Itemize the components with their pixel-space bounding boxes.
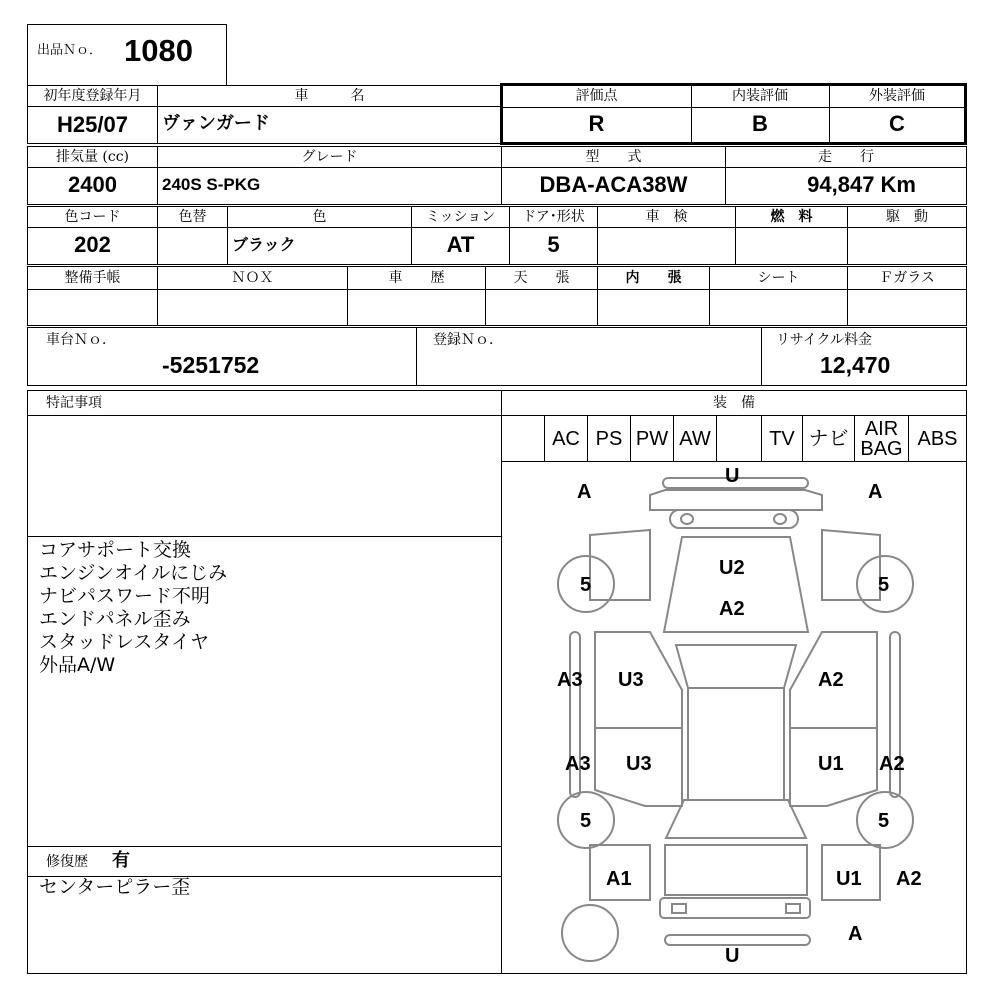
model: DBA-ACA38W — [501, 167, 726, 205]
mileage-label: 走 行 — [725, 146, 967, 168]
maintenance-label: 整備手帳 — [27, 266, 158, 290]
mark-right-rear-door-b: A2 — [879, 753, 905, 775]
nox-value — [157, 289, 348, 326]
seat-value — [709, 289, 848, 326]
mark-tire-rl: 5 — [580, 810, 592, 832]
mark-tire-fr: 5 — [878, 574, 890, 596]
car-name-label: 車 名 — [157, 85, 502, 107]
equipment-blank-2 — [717, 416, 762, 461]
doors: 5 — [509, 227, 598, 265]
recycle-label: リサイクル料金 — [776, 332, 873, 348]
repair-note: センターピラー歪 — [39, 876, 191, 898]
roof-value — [485, 289, 598, 326]
equipment-abs: ABS — [917, 427, 958, 450]
lot-number-box — [27, 24, 227, 85]
remark-item: スタッドレスタイヤ — [39, 631, 210, 653]
seat-label: シート — [709, 266, 848, 290]
recycle-cell — [761, 327, 967, 386]
mark-left-quarter: A1 — [606, 868, 632, 890]
mark-front-left: A — [577, 481, 592, 503]
score-label: 評価点 — [502, 86, 692, 108]
color-code-label: 色コード — [27, 206, 158, 228]
car-name: ヴァンガード — [157, 106, 502, 144]
remark-item: コアサポート交換 — [39, 539, 192, 561]
equipment-aw: AW — [674, 416, 717, 461]
color-change-label: 色替 — [157, 206, 228, 228]
mark-right-front-door: A2 — [818, 669, 844, 691]
mark-left-rear-door-a: A3 — [565, 753, 591, 775]
color-code: 202 — [27, 227, 158, 265]
lining-value — [597, 289, 710, 326]
nox-label: ＮＯＸ — [157, 266, 348, 290]
color: ブラック — [227, 227, 412, 265]
repair-label: 修復歴 — [46, 854, 88, 870]
repair-divider — [27, 846, 502, 847]
lining-label: 内 張 — [597, 266, 710, 290]
mark-right-quarter-b: A2 — [896, 868, 922, 890]
fuel-label: 燃 料 — [735, 206, 848, 228]
chassis-label: 車台Ｎｏ． — [46, 332, 116, 348]
mark-hood-top: U2 — [719, 557, 745, 579]
mark-right-quarter-a: U1 — [836, 868, 862, 890]
remark-item: エンジンオイルにじみ — [39, 562, 228, 584]
score: R — [502, 107, 692, 143]
displacement: 2400 — [27, 167, 158, 205]
history-label: 車 歴 — [347, 266, 486, 290]
mileage: 94,847 Km — [725, 167, 967, 205]
drive-label: 駆 動 — [847, 206, 967, 228]
reg-year-label: 初年度登録年月 — [27, 85, 158, 107]
exterior-label: 外装評価 — [829, 86, 965, 108]
color-label: 色 — [227, 206, 412, 228]
remarks-divider — [27, 415, 502, 416]
remarks-divider-2 — [27, 536, 502, 537]
lot-number: 1080 — [124, 33, 193, 68]
mark-front-bumper: U — [725, 465, 740, 487]
color-change — [157, 227, 228, 265]
equipment-navi: ナビ — [803, 416, 855, 461]
transmission: AT — [411, 227, 510, 265]
fuel — [735, 227, 848, 265]
mark-left-rear-door-b: U3 — [626, 753, 652, 775]
recycle-fee: 12,470 — [820, 352, 891, 378]
equipment-tv: TV — [762, 416, 803, 461]
equipment-divider-2 — [501, 461, 967, 462]
glass-label: Ｆガラス — [847, 266, 967, 290]
remark-item: ナビパスワード不明 — [39, 585, 211, 607]
inspection-label: 車 検 — [597, 206, 736, 228]
mark-left-front-door-b: U3 — [618, 669, 644, 691]
repair-value: 有 — [112, 850, 130, 871]
inspection — [597, 227, 736, 265]
mark-tire-rr: 5 — [878, 810, 890, 832]
mark-tire-fl: 5 — [580, 574, 592, 596]
mark-front-right: A — [868, 481, 883, 503]
mark-rear-bumper: U — [725, 945, 740, 967]
interior-rating: B — [691, 107, 830, 143]
doors-label: ドア･形状 — [509, 206, 598, 228]
reg-year: H25/07 — [27, 106, 158, 144]
mark-right-rear-door-a: U1 — [818, 753, 844, 775]
mark-rear-right: A — [848, 923, 863, 945]
history-value — [347, 289, 486, 326]
maintenance-value — [27, 289, 158, 326]
grade-label: グレード — [157, 146, 502, 168]
transmission-label: ミッション — [411, 206, 510, 228]
chassis-number: -5251752 — [162, 352, 260, 378]
equipment-pw: PW — [631, 416, 674, 461]
model-label: 型 式 — [501, 146, 726, 168]
roof-label: 天 張 — [485, 266, 598, 290]
equipment-label: 装 備 — [713, 395, 755, 411]
remarks-list — [39, 539, 227, 677]
grade: 240S S-PKG — [157, 167, 502, 205]
remarks-label: 特記事項 — [46, 395, 102, 411]
equipment-ac: AC — [545, 416, 588, 461]
chassis-cell — [27, 327, 417, 386]
remark-item: 外品A/W — [39, 654, 116, 676]
equipment-ps: PS — [588, 416, 631, 461]
glass-value — [847, 289, 967, 326]
mark-left-front-door-a: A3 — [557, 669, 583, 691]
remark-item: エンドパネル歪み — [39, 608, 191, 630]
lot-label: 出品Ｎｏ． — [37, 43, 103, 58]
equipment-airbag: AIR BAG — [855, 416, 909, 461]
displacement-label: 排気量 (cc) — [27, 146, 158, 168]
mark-hood-bottom: A2 — [719, 598, 745, 620]
drive — [847, 227, 967, 265]
equipment-blank-1 — [501, 416, 545, 461]
registration-cell — [416, 327, 762, 386]
interior-label: 内装評価 — [691, 86, 830, 108]
exterior-rating: C — [889, 111, 905, 136]
registration-label: 登録Ｎｏ． — [433, 332, 503, 348]
